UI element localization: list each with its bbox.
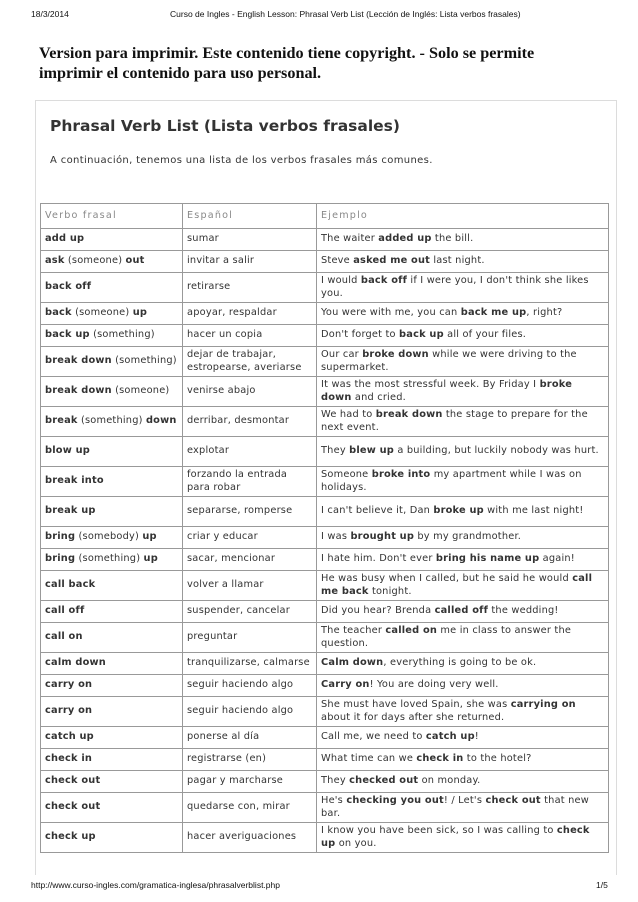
example-highlight: broke down bbox=[321, 378, 573, 403]
example-text: She must have loved Spain, she was bbox=[321, 698, 511, 710]
verb-bold: back off bbox=[45, 281, 92, 293]
example-highlight: check out bbox=[485, 794, 541, 806]
spanish-cell: ponerse al día bbox=[183, 727, 317, 749]
verb-cell bbox=[41, 549, 183, 571]
verb-cell bbox=[41, 653, 183, 675]
spanish-cell: criar y educar bbox=[183, 527, 317, 549]
example-text: Someone bbox=[321, 468, 372, 480]
example-text: the stage to prepare for the next event. bbox=[321, 408, 588, 433]
example-text: We had to bbox=[321, 408, 376, 420]
example-highlight: catch up bbox=[425, 731, 475, 743]
verb-bold: back bbox=[45, 307, 72, 319]
example-cell bbox=[317, 437, 609, 467]
verb-cell bbox=[41, 601, 183, 623]
header-verbo-frasal: Verbo frasal bbox=[41, 204, 183, 229]
table-row bbox=[41, 727, 609, 749]
example-cell bbox=[317, 771, 609, 793]
verb-object: (somebody) bbox=[75, 531, 143, 543]
header-espanol: Español bbox=[183, 204, 317, 229]
verb-bold: call back bbox=[45, 579, 96, 591]
example-highlight: carrying on bbox=[510, 698, 576, 710]
table-row bbox=[41, 407, 609, 437]
spanish-cell: derribar, desmontar bbox=[183, 407, 317, 437]
example-cell bbox=[317, 527, 609, 549]
table-row bbox=[41, 771, 609, 793]
example-text: They bbox=[321, 775, 350, 787]
verb-bold: call on bbox=[45, 631, 83, 643]
verb-bold: blow up bbox=[45, 445, 90, 457]
example-text: Steve bbox=[321, 255, 354, 267]
example-text: with me last night! bbox=[483, 505, 584, 517]
example-text: He was busy when I called, but he said he would bbox=[321, 572, 573, 584]
print-date: 18/3/2014 bbox=[31, 9, 69, 19]
example-text: Call me, we need to bbox=[321, 731, 426, 743]
verb-cell bbox=[41, 571, 183, 601]
example-highlight: Carry on bbox=[321, 679, 370, 691]
example-cell bbox=[317, 793, 609, 823]
table-row bbox=[41, 377, 609, 407]
example-text: You were with me, you can bbox=[321, 307, 461, 319]
example-text: I hate him. Don't ever bbox=[321, 553, 436, 565]
table-row bbox=[41, 653, 609, 675]
verb-bold: out bbox=[125, 255, 145, 267]
example-cell bbox=[317, 675, 609, 697]
example-text: Don't forget to bbox=[321, 329, 400, 341]
verb-bold: break bbox=[45, 415, 78, 427]
example-text: The waiter bbox=[321, 233, 379, 245]
page-number: 1/5 bbox=[596, 880, 608, 890]
spanish-cell: hacer un copia bbox=[183, 325, 317, 347]
example-text: What time can we bbox=[321, 753, 417, 765]
spanish-cell: apoyar, respaldar bbox=[183, 303, 317, 325]
verb-object: (someone) bbox=[111, 385, 170, 397]
spanish-cell: volver a llamar bbox=[183, 571, 317, 601]
verb-cell bbox=[41, 467, 183, 497]
example-text: on monday. bbox=[418, 775, 481, 787]
verb-bold: break into bbox=[45, 475, 104, 487]
verb-cell bbox=[41, 697, 183, 727]
example-cell bbox=[317, 601, 609, 623]
verb-cell bbox=[41, 273, 183, 303]
example-text: ! bbox=[474, 731, 479, 743]
example-highlight: broke down bbox=[362, 348, 429, 360]
example-text: I was bbox=[321, 531, 351, 543]
table-header-row bbox=[41, 204, 609, 229]
verb-bold: break up bbox=[45, 505, 96, 517]
verb-cell bbox=[41, 437, 183, 467]
spanish-cell: suspender, cancelar bbox=[183, 601, 317, 623]
table-row bbox=[41, 697, 609, 727]
example-highlight: bring his name up bbox=[435, 553, 540, 565]
document-title: Curso de Ingles - English Lesson: Phrasal Verb List (Lección de Inglés: Lista verbos frasales) bbox=[170, 9, 521, 19]
example-cell bbox=[317, 407, 609, 437]
spanish-cell: invitar a salir bbox=[183, 251, 317, 273]
table-row bbox=[41, 251, 609, 273]
example-text: I can't believe it, Dan bbox=[321, 505, 434, 517]
table-row bbox=[41, 437, 609, 467]
example-text: , everything is going to be ok. bbox=[383, 657, 537, 669]
example-text: the wedding! bbox=[488, 605, 559, 617]
example-highlight: Calm down bbox=[321, 657, 384, 669]
example-text: The teacher bbox=[321, 624, 386, 636]
verb-object: (someone) bbox=[71, 307, 133, 319]
example-text: again! bbox=[539, 553, 575, 565]
example-cell bbox=[317, 325, 609, 347]
table-row bbox=[41, 229, 609, 251]
verb-cell bbox=[41, 675, 183, 697]
example-cell bbox=[317, 727, 609, 749]
verb-object: (something) bbox=[89, 329, 155, 341]
example-text: to the hotel? bbox=[463, 753, 532, 765]
verb-bold: back up bbox=[45, 329, 90, 341]
example-cell bbox=[317, 273, 609, 303]
example-text: about it for days after she returned. bbox=[321, 711, 505, 723]
page-url: http://www.curso-ingles.com/gramatica-inglesa/phrasalverblist.php bbox=[31, 880, 280, 890]
verb-object: (something) bbox=[75, 553, 144, 565]
example-text: last night. bbox=[430, 255, 485, 267]
spanish-cell: registrarse (en) bbox=[183, 749, 317, 771]
example-cell bbox=[317, 549, 609, 571]
example-text: I would bbox=[321, 274, 361, 286]
phrasal-verb-table bbox=[40, 203, 609, 853]
spanish-cell: dejar de trabajar, estropearse, averiarse bbox=[183, 347, 317, 377]
verb-cell bbox=[41, 325, 183, 347]
example-text: me in class to answer the question. bbox=[321, 624, 572, 649]
table-row bbox=[41, 527, 609, 549]
example-highlight: called off bbox=[434, 605, 489, 617]
verb-bold: carry on bbox=[45, 679, 93, 691]
example-text: all of your files. bbox=[443, 329, 527, 341]
copyright-notice: Version para imprimir. Este contenido tiene copyright. - Solo se permite imprimir el contenido para uso personal. bbox=[39, 44, 535, 82]
example-text: if I were you, I don't think she likes you. bbox=[321, 274, 589, 299]
example-cell bbox=[317, 377, 609, 407]
spanish-cell: quedarse con, mirar bbox=[183, 793, 317, 823]
example-text: Did you hear? Brenda bbox=[321, 605, 435, 617]
verb-bold: bring bbox=[45, 553, 76, 565]
spanish-cell: explotar bbox=[183, 437, 317, 467]
example-text: on you. bbox=[335, 837, 377, 849]
spanish-cell: separarse, romperse bbox=[183, 497, 317, 527]
spanish-cell: venirse abajo bbox=[183, 377, 317, 407]
example-text: a building, but luckily nobody was hurt. bbox=[394, 445, 599, 457]
spanish-cell: pagar y marcharse bbox=[183, 771, 317, 793]
example-highlight: checking you out bbox=[346, 794, 444, 806]
example-highlight: call me back bbox=[321, 572, 593, 597]
example-text: and cried. bbox=[351, 391, 406, 403]
example-highlight: checked out bbox=[349, 775, 419, 787]
table-row bbox=[41, 675, 609, 697]
example-text: tonight. bbox=[368, 585, 412, 597]
spanish-cell: sumar bbox=[183, 229, 317, 251]
example-highlight: added up bbox=[378, 233, 432, 245]
page-title: Phrasal Verb List (Lista verbos frasales) bbox=[50, 117, 400, 135]
example-cell bbox=[317, 823, 609, 853]
verb-bold: down bbox=[145, 415, 177, 427]
example-cell bbox=[317, 303, 609, 325]
table-row bbox=[41, 549, 609, 571]
example-text: It was the most stressful week. By Friday I bbox=[321, 378, 540, 390]
example-cell bbox=[317, 497, 609, 527]
example-text: that new bar. bbox=[321, 794, 589, 819]
verb-bold: check out bbox=[45, 801, 101, 813]
verb-cell bbox=[41, 407, 183, 437]
table-row bbox=[41, 273, 609, 303]
example-cell bbox=[317, 467, 609, 497]
example-highlight: broke up bbox=[433, 505, 484, 517]
verb-cell bbox=[41, 229, 183, 251]
verb-cell bbox=[41, 303, 183, 325]
example-cell bbox=[317, 251, 609, 273]
example-text: ! / Let's bbox=[443, 794, 486, 806]
table-row bbox=[41, 497, 609, 527]
spanish-cell: retirarse bbox=[183, 273, 317, 303]
example-cell bbox=[317, 229, 609, 251]
example-cell bbox=[317, 571, 609, 601]
verb-bold: catch up bbox=[45, 731, 94, 743]
example-highlight: asked me out bbox=[353, 255, 431, 267]
verb-cell bbox=[41, 793, 183, 823]
verb-bold: up bbox=[142, 531, 157, 543]
verb-bold: break down bbox=[45, 385, 112, 397]
example-cell bbox=[317, 653, 609, 675]
verb-bold: calm down bbox=[45, 657, 106, 669]
example-text: ! You are doing very well. bbox=[369, 679, 499, 691]
example-highlight: called on bbox=[385, 624, 438, 636]
verb-cell bbox=[41, 749, 183, 771]
verb-cell bbox=[41, 771, 183, 793]
verb-cell bbox=[41, 347, 183, 377]
verb-bold: carry on bbox=[45, 705, 93, 717]
example-highlight: back up bbox=[399, 329, 444, 341]
verb-cell bbox=[41, 727, 183, 749]
example-cell bbox=[317, 697, 609, 727]
header-ejemplo: Ejemplo bbox=[317, 204, 609, 229]
spanish-cell: seguir haciendo algo bbox=[183, 697, 317, 727]
example-text: He's bbox=[321, 794, 347, 806]
table-row bbox=[41, 823, 609, 853]
print-footer bbox=[0, 876, 638, 902]
verb-bold: check up bbox=[45, 831, 96, 843]
spanish-cell: hacer averiguaciones bbox=[183, 823, 317, 853]
example-cell bbox=[317, 623, 609, 653]
table-row bbox=[41, 325, 609, 347]
example-highlight: blew up bbox=[349, 445, 395, 457]
example-highlight: broke into bbox=[371, 468, 431, 480]
verb-bold: up bbox=[143, 553, 158, 565]
example-text: my apartment while I was on holidays. bbox=[321, 468, 582, 493]
verb-object: (something) bbox=[111, 355, 177, 367]
spanish-cell: forzando la entrada para robar bbox=[183, 467, 317, 497]
spanish-cell: tranquilizarse, calmarse bbox=[183, 653, 317, 675]
table-row bbox=[41, 571, 609, 601]
example-highlight: break down bbox=[375, 408, 443, 420]
spanish-cell: seguir haciendo algo bbox=[183, 675, 317, 697]
verb-bold: ask bbox=[45, 255, 65, 267]
verb-cell bbox=[41, 251, 183, 273]
example-text: the bill. bbox=[431, 233, 474, 245]
table-row bbox=[41, 303, 609, 325]
table-row bbox=[41, 467, 609, 497]
example-text: I know you have been sick, so I was calling to bbox=[321, 824, 557, 836]
table-row bbox=[41, 601, 609, 623]
example-highlight: brought up bbox=[350, 531, 415, 543]
table-row bbox=[41, 793, 609, 823]
example-text: by my grandmother. bbox=[414, 531, 522, 543]
table-row bbox=[41, 347, 609, 377]
example-highlight: check in bbox=[416, 753, 464, 765]
verb-object: (something) bbox=[77, 415, 146, 427]
verb-bold: check in bbox=[45, 753, 93, 765]
table-row bbox=[41, 749, 609, 771]
verb-bold: bring bbox=[45, 531, 76, 543]
verb-cell bbox=[41, 527, 183, 549]
spanish-cell: sacar, mencionar bbox=[183, 549, 317, 571]
verb-cell bbox=[41, 377, 183, 407]
verb-bold: break down bbox=[45, 355, 112, 367]
example-text: They bbox=[321, 445, 350, 457]
verb-object: (someone) bbox=[64, 255, 126, 267]
example-cell bbox=[317, 749, 609, 771]
verb-bold: up bbox=[132, 307, 148, 319]
verb-cell bbox=[41, 823, 183, 853]
verb-bold: check out bbox=[45, 775, 101, 787]
intro-text: A continuación, tenemos una lista de los verbos frasales más comunes. bbox=[50, 155, 433, 166]
example-cell bbox=[317, 347, 609, 377]
example-highlight: back me up bbox=[460, 307, 527, 319]
verb-cell bbox=[41, 497, 183, 527]
verb-bold: call off bbox=[45, 605, 85, 617]
example-text: Our car bbox=[321, 348, 363, 360]
spanish-cell: preguntar bbox=[183, 623, 317, 653]
verb-bold: add up bbox=[45, 233, 85, 245]
table-row bbox=[41, 623, 609, 653]
example-highlight: check up bbox=[321, 824, 590, 849]
example-text: while we were driving to the supermarket. bbox=[321, 348, 577, 373]
print-header bbox=[0, 0, 638, 22]
example-text: , right? bbox=[526, 307, 563, 319]
example-highlight: back off bbox=[360, 274, 408, 286]
verb-cell bbox=[41, 623, 183, 653]
